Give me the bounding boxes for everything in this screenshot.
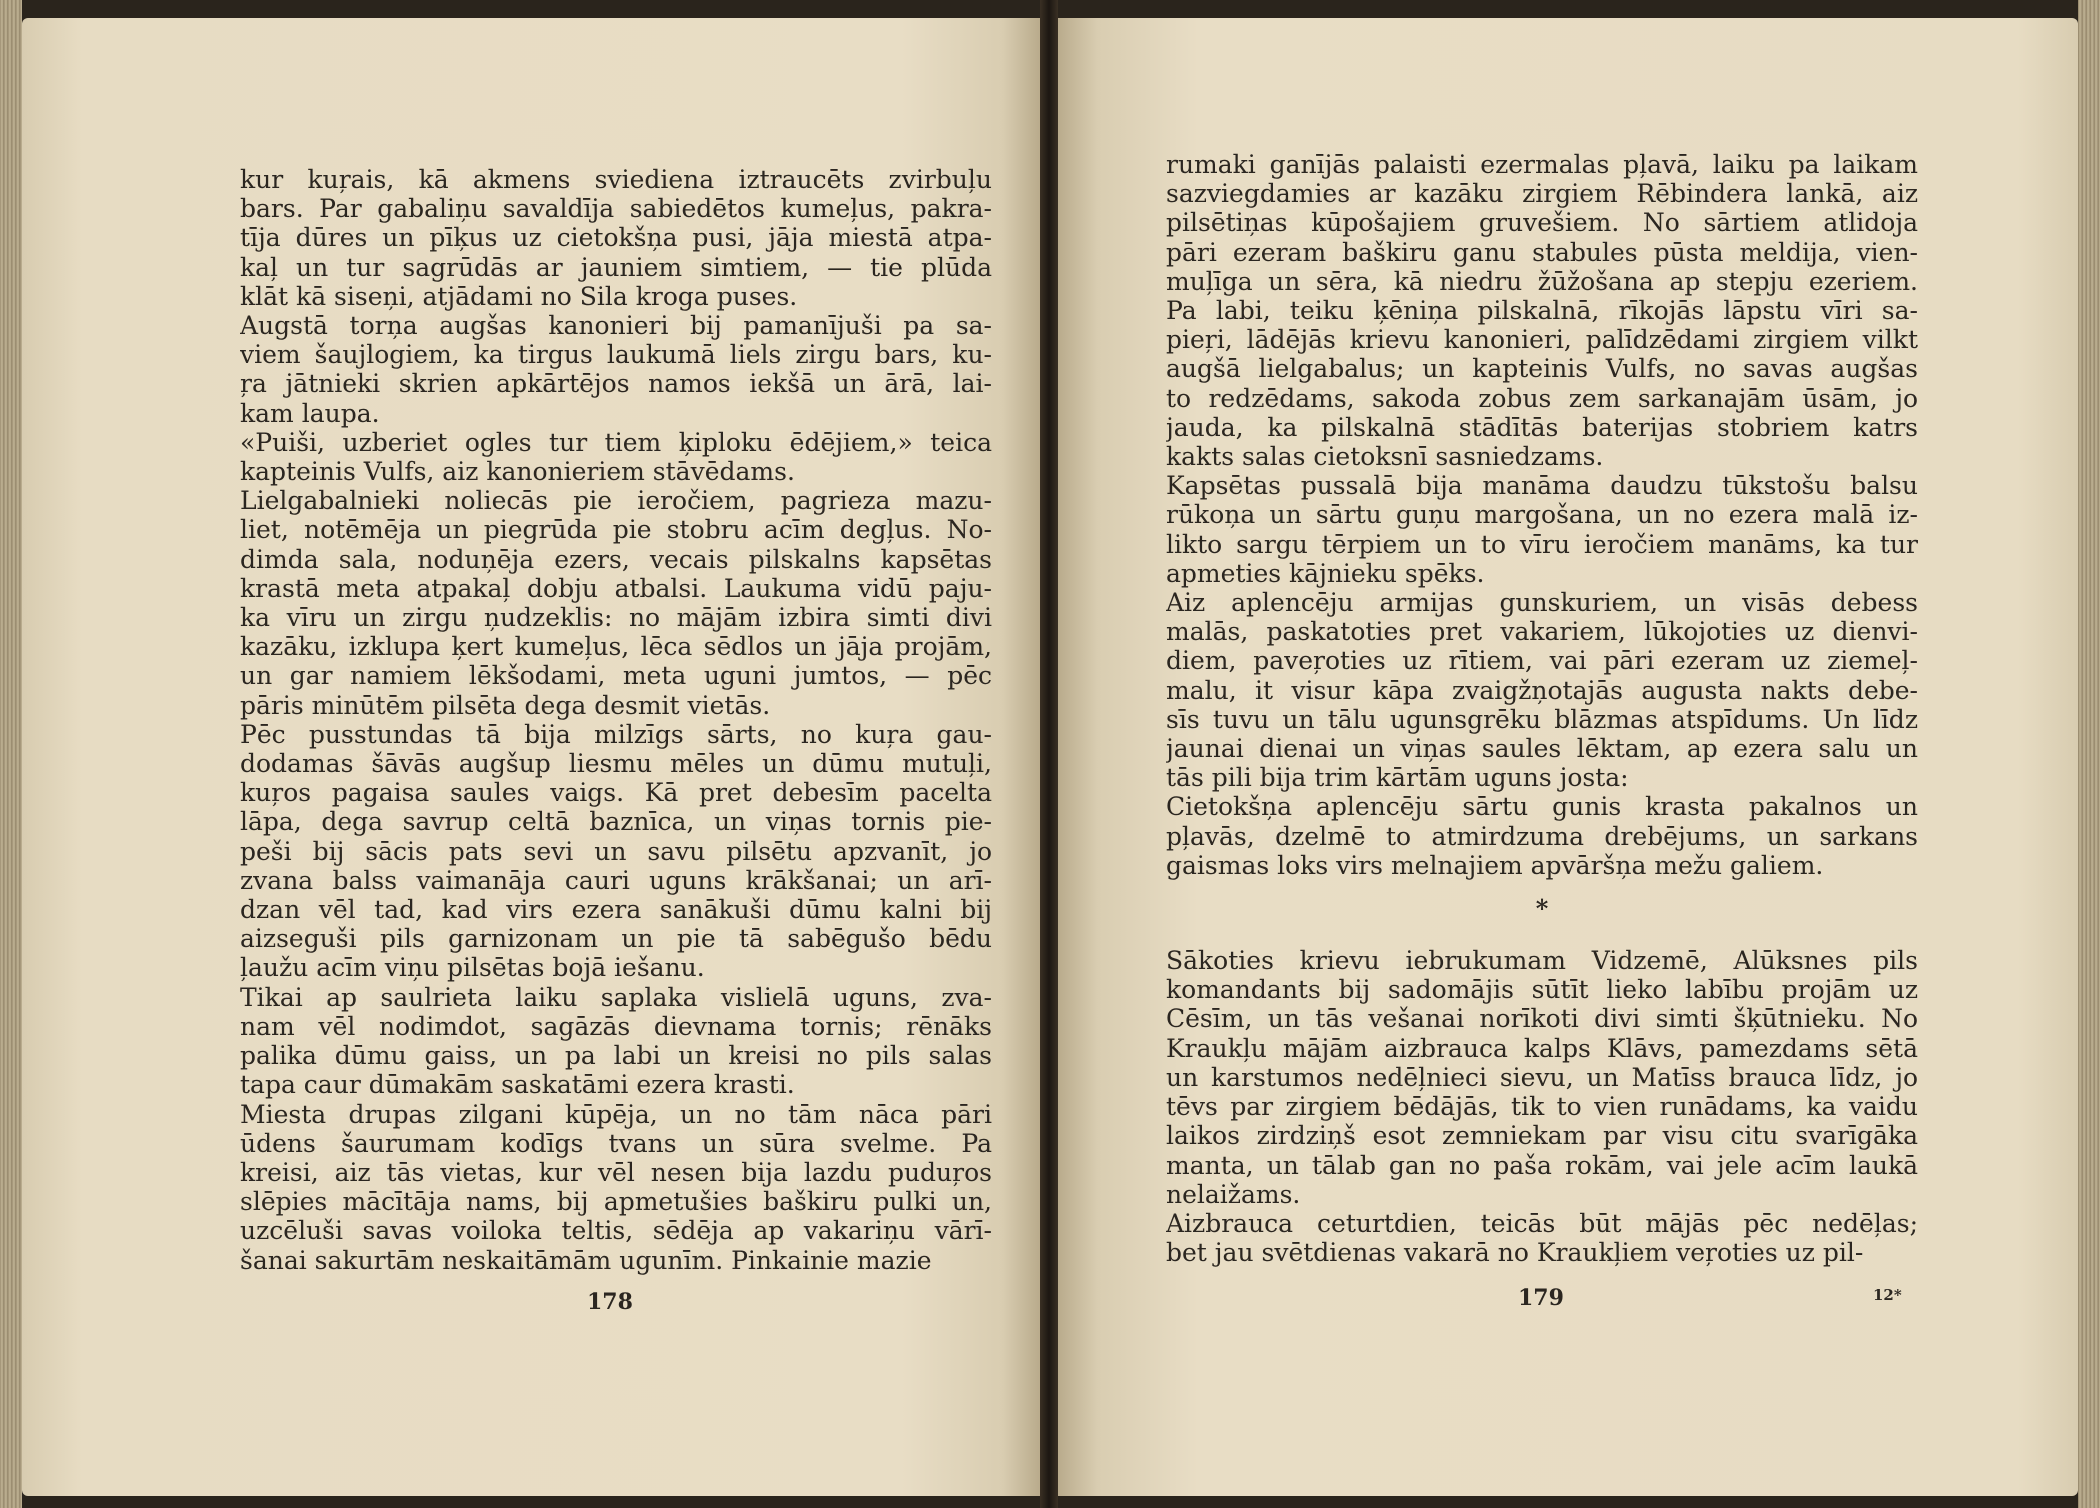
text-line: nam vēl nodimdot, sagāzās dievnama tornis; rēnāks — [240, 1011, 992, 1041]
text-line: dodamas šāvās augšup liesmu mēles un dūmu mutuļi, — [240, 749, 992, 779]
text-line: Kraukļu mājām aizbrauca kalps Klāvs, pamezdams sētā — [1166, 1033, 1918, 1063]
text-line: slēpies mācītāja nams, bij apmetušies baškiru pulki un, — [240, 1187, 992, 1217]
text-line: Augstā torņa augšas kanonieri bij pamanījuši pa sa- — [240, 311, 992, 341]
text-line: Lielgabalnieki noliecās pie ieročiem, pagrieza mazu- — [240, 486, 992, 516]
text-line: komandants bij sadomājis sūtīt lieko labību projām uz — [1166, 975, 1918, 1005]
text-line: malās, paskatoties pret vakariem, lūkojoties uz dienvi- — [1166, 617, 1918, 647]
text-line: augšā lielgabalus; un kapteinis Vulfs, no savas augšas — [1166, 354, 1918, 384]
text-line: pāris minūtēm pilsēta dega desmit vietās. — [240, 690, 771, 720]
text-line: «Puiši, uzberiet ogles tur tiem ķiploku ēdējiem,» teica — [240, 427, 992, 457]
text-line: to redzēdams, sakoda zobus zem sarkanajām ūsām, jo — [1166, 383, 1918, 413]
text-line: apmeties kājnieku spēks. — [1166, 558, 1485, 588]
page-edges-right — [2078, 0, 2100, 1508]
text-line: liet, notēmēja un piegrūda pie stobru acīm degļus. No- — [240, 515, 992, 545]
right-page — [1058, 18, 2078, 1496]
text-line: kur kuŗais, kā akmens sviediena iztraucēts zvirbuļu — [240, 165, 992, 194]
text-line: likto sargu tērpiem un to vīru ieročiem manāms, ka tur — [1166, 529, 1918, 559]
text-line: un karstumos nedēļnieci sievu, un Matīss brauca līdz, jo — [1166, 1062, 1918, 1092]
text-line: Kapsētas pussalā bija manāma daudzu tūkstošu balsu — [1166, 471, 1918, 501]
text-line: aizseguši pils garnizonam un pie tā sabēgušo bēdu — [240, 924, 992, 954]
text-line: Tikai ap saulrieta laiku saplaka vislielā uguns, zva- — [240, 982, 992, 1012]
text-line: bet jau svētdienas vakarā no Kraukļiem veŗoties uz pil- — [1166, 1238, 1864, 1268]
text-line: malu, it visur kāpa zvaigžņotajās augusta nakts debe- — [1166, 675, 1918, 705]
text-line: un gar namiem lēkšodami, meta uguni jumtos, — pēc — [240, 661, 992, 691]
left-page-text — [240, 165, 992, 1275]
page-number-right: 179 — [1518, 1285, 1564, 1311]
text-line: Cietokšņa aplencēju sārtu gunis krasta pakalnos un — [1166, 792, 1918, 822]
text-line: dimda sala, noduņēja ezers, vecais pilskalns kapsētas — [240, 544, 992, 574]
text-line: jaunai dienai un viņas saules lēktam, ap ezera salu un — [1166, 734, 1918, 764]
text-line: ka vīru un zirgu ņudzeklis: no mājām izbira simti divi — [240, 603, 992, 633]
text-line: krastā meta atpakaļ dobju atbalsi. Laukuma vidū paju- — [240, 573, 992, 603]
page-number-left: 178 — [587, 1289, 633, 1315]
text-line: diem, paveŗoties uz rītiem, vai pāri ezeram uz ziemeļ- — [1166, 646, 1918, 676]
text-line: lāpa, dega savrup celtā baznīca, un viņas tornis pie- — [240, 807, 992, 837]
text-line: Aizbrauca ceturtdien, teicās būt mājās pēc nedēļas; — [1166, 1208, 1918, 1238]
text-line: sazviegdamies ar kazāku zirgiem Rēbindera lankā, aiz — [1166, 179, 1918, 209]
text-line: pilsētiņas kūpošajiem gruvešiem. No sārtiem atlidoja — [1166, 208, 1918, 238]
page-edges-left — [0, 0, 22, 1508]
text-line: Miesta drupas zilgani kūpēja, un no tām nāca pāri — [240, 1099, 992, 1129]
text-line: Aiz aplencēju armijas gunskuriem, un visās debess — [1166, 588, 1918, 618]
text-line: Sākoties krievu iebrukumam Vidzemē, Alūksnes pils — [1166, 946, 1918, 976]
text-line: klāt kā siseņi, atjādami no Sila kroga puses. — [240, 281, 798, 311]
text-line: manta, un tālab gan no paša rokām, vai jele acīm laukā — [1166, 1150, 1918, 1180]
text-line: kam laupa. — [240, 398, 380, 428]
left-page — [22, 18, 1040, 1496]
text-line: tās pili bija trim kārtām uguns josta: — [1166, 763, 1629, 793]
text-line: kazāku, izklupa ķert kumeļus, lēca sēdlos un jāja projām, — [240, 632, 992, 662]
section-break: * — [1535, 894, 1549, 924]
text-line: zvana balss vaimanāja cauri uguns krākšanai; un arī- — [240, 865, 992, 895]
text-line: kuŗos pagaisa saules vaigs. Kā pret debesīm pacelta — [240, 778, 992, 808]
text-line: muļīga un sēra, kā niedru žūžošana ap stepju ezeriem. — [1166, 266, 1918, 296]
right-page-text — [1166, 150, 1918, 1267]
book-gutter — [1040, 0, 1058, 1508]
text-line: rūkoņa un sārtu guņu margošana, un no ezera malā iz- — [1166, 500, 1918, 530]
text-line: palika dūmu gaiss, un pa labi un kreisi no pils salas — [240, 1041, 992, 1071]
text-line: Pēc pusstundas tā bija milzīgs sārts, no kuŗa gau- — [240, 719, 992, 749]
text-line: sīs tuvu un tālu ugunsgrēku blāzmas atspīdums. Un līdz — [1166, 704, 1918, 734]
text-line: ŗa jātnieki skrien apkārtējos namos iekšā un ārā, lai- — [240, 369, 992, 399]
text-line: rumaki ganījās palaisti ezermalas pļavā, laiku pa laikam — [1166, 150, 1918, 179]
text-line: viem šaujlogiem, ka tirgus laukumā liels zirgu bars, ku- — [240, 340, 992, 370]
text-line: kapteinis Vulfs, aiz kanonieriem stāvēdams. — [240, 457, 795, 487]
text-line: bars. Par gabaliņu savaldīja sabiedētos kumeļus, pakra- — [240, 194, 992, 224]
text-line: kaļ un tur sagrūdās ar jauniem simtiem, — tie plūda — [240, 252, 992, 282]
text-line: gaismas loks virs melnajiem apvāršņa mežu galiem. — [1166, 850, 1824, 880]
text-line: kakts salas cietoksnī sasniedzams. — [1166, 442, 1604, 472]
signature-mark: 12* — [1873, 1286, 1902, 1304]
text-line: Cēsīm, un tās vešanai norīkoti divi simti šķūtnieku. No — [1166, 1004, 1918, 1034]
text-line: kreisi, aiz tās vietas, kur vēl nesen bija lazdu puduŗos — [240, 1157, 992, 1187]
text-line: pieŗi, lādējās krievu kanonieri, palīdzēdami zirgiem vilkt — [1166, 325, 1918, 355]
text-line: šanai sakurtām neskaitāmām ugunīm. Pinkainie mazie — [240, 1245, 932, 1275]
text-line: tapa caur dūmakām saskatāmi ezera krasti. — [240, 1070, 795, 1100]
text-line: uzcēluši savas voiloka teltis, sēdēja ap vakariņu vārī- — [240, 1216, 992, 1246]
text-line: peši bij sācis pats sevi un savu pilsētu apzvanīt, jo — [240, 836, 992, 866]
text-line: jauda, ka pilskalnā stādītās baterijas stobriem katrs — [1166, 412, 1918, 442]
text-line: dzan vēl tad, kad virs ezera sanākuši dūmu kalni bij — [240, 895, 992, 925]
text-line: tēvs par zirgiem bēdājās, tik to vien runādams, ka vaidu — [1166, 1092, 1918, 1122]
text-line: pāri ezeram baškiru ganu stabules pūsta meldija, vien- — [1166, 237, 1918, 267]
text-line: ļaužu acīm viņu pilsētas bojā iešanu. — [240, 953, 705, 983]
text-line: pļavās, dzelmē to atmirdzuma drebējums, un sarkans — [1166, 821, 1918, 851]
text-line: tīja dūres un pīķus uz cietokšņa pusi, jāja miestā atpa- — [240, 223, 992, 253]
text-line: Pa labi, teiku ķēniņa pilskalnā, rīkojās lāpstu vīri sa- — [1166, 296, 1918, 326]
text-line: nelaižams. — [1166, 1179, 1301, 1209]
text-line: laikos zirdziņš esot zemniekam par visu citu svarīgāka — [1166, 1121, 1918, 1151]
text-line: ūdens šaurumam kodīgs tvans un sūra svelme. Pa — [240, 1128, 992, 1158]
